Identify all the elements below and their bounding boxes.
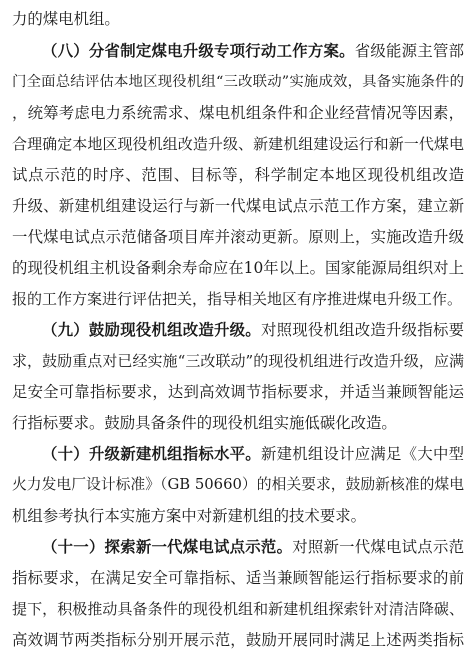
paragraph-text: 新建机组设计应满足《大中型 <box>260 445 464 463</box>
paragraph-text: 对照现役机组改造升级指标要 <box>260 321 464 339</box>
paragraph-line: 指标要求，在满足安全可靠指标、适当兼顾智能运行指标要求的前 <box>12 569 464 587</box>
paragraph-line: 求，鼓励重点对已经实施“三改联动”的现役机组进行改造升级，应满 <box>12 352 464 370</box>
paragraph-line: 行指标要求。鼓励具备条件的现役机组实施低碳化改造。 <box>12 414 397 432</box>
paragraph-line: 火力发电厂设计标准》（GB 50660）的相关要求，鼓励新核准的煤电 <box>12 476 464 493</box>
paragraph-line: 的现役机组主机设备剩余寿命应在10年以上。国家能源局组织对上 <box>12 259 464 277</box>
paragraph-text: 省级能源主管部 <box>354 42 464 60</box>
paragraph-line: 合理确定本地区现役机组改造升级、新建机组建设运行和新一代煤电 <box>12 135 464 153</box>
paragraph-line: ，统筹考虑电力系统需求、煤电机组条件和企业经营情况等因素， <box>12 104 464 122</box>
paragraph-line: 高效调节两类指标分别开展示范，鼓励开展同时满足上述两类指标 <box>12 631 464 649</box>
paragraph-line: 力的煤电机组。 <box>12 10 120 28</box>
paragraph-line: 门全面总结评估本地区现役机组“三改联动”实施成效，具备实施条件的 <box>12 74 464 90</box>
paragraph-first-line <box>42 39 464 63</box>
paragraph-line: 一代煤电试点示范储备项目库并滚动更新。原则上，实施改造升级 <box>12 228 464 246</box>
section-heading: （八）分省制定煤电升级专项行动工作方案。 <box>42 42 355 60</box>
section-heading: （十一）探索新一代煤电试点示范。 <box>42 538 293 556</box>
paragraph-text: 对照新一代煤电试点示范 <box>292 538 464 556</box>
section-heading: （十）升级新建机组指标水平。 <box>42 445 261 463</box>
paragraph-line: 足安全可靠指标要求，达到高效调节指标要求，并适当兼顾智能运 <box>12 383 464 401</box>
paragraph-line: 提下，积极推动具备条件的现役机组和新建机组探索针对清洁降碳、 <box>12 600 464 618</box>
paragraph-first-line <box>42 318 464 342</box>
paragraph-first-line <box>42 442 464 466</box>
paragraph-line: 机组参考执行本实施方案中对新建机组的技术要求。 <box>12 507 366 525</box>
paragraph-first-line <box>42 535 464 559</box>
paragraph-line: 试点示范的时序、范围、目标等，科学制定本地区现役机组改造 <box>12 166 464 184</box>
section-heading: （九）鼓励现役机组改造升级。 <box>42 321 261 339</box>
paragraph-line: 升级、新建机组建设运行与新一代煤电试点示范工作方案，建立新 <box>12 197 464 215</box>
paragraph-line: 报的工作方案进行评估把关，指导相关地区有序推进煤电升级工作。 <box>12 290 463 308</box>
